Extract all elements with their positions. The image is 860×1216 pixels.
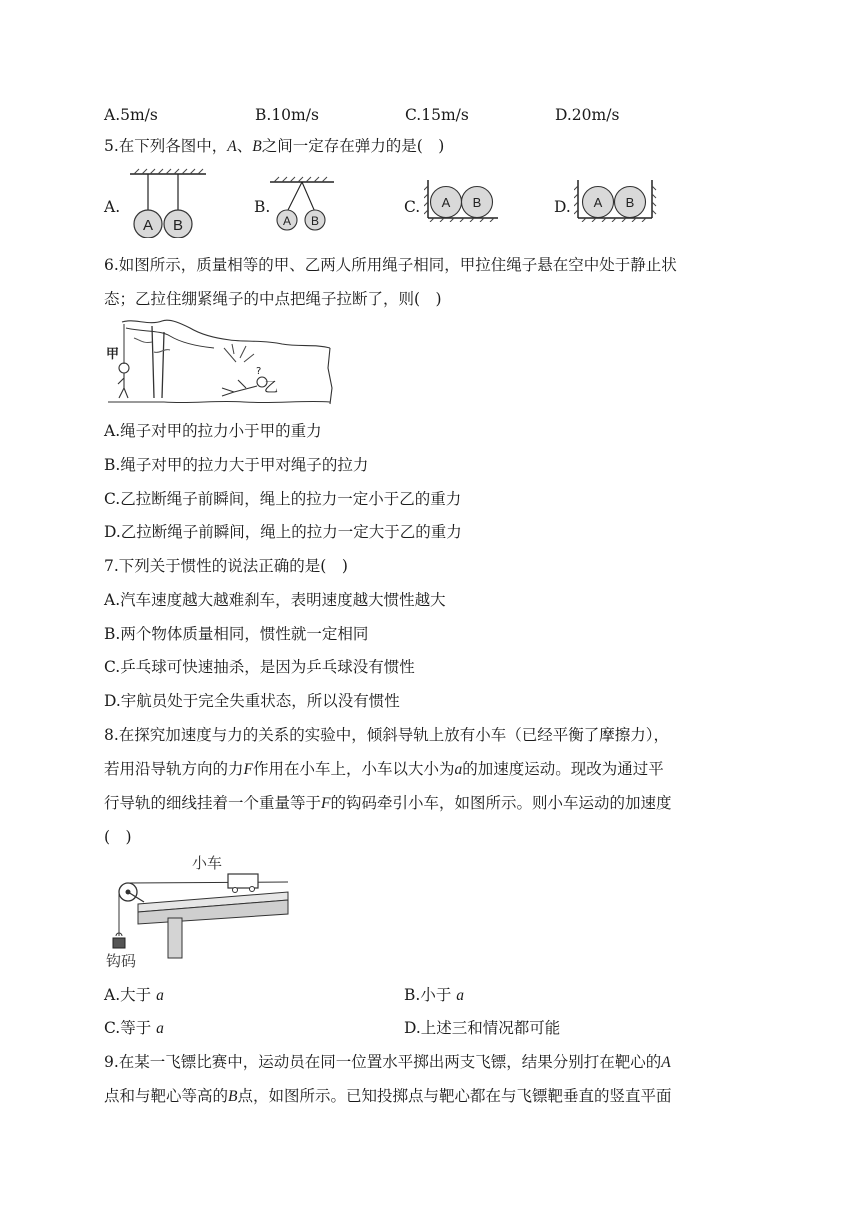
q5-b-ball-a-label: A: [282, 214, 292, 228]
q6-label-yi: 乙: [264, 380, 278, 396]
q6-stem-line1: 6.如图所示，质量相等的甲、乙两人所用绳子相同，甲拉住绳子悬在空中处于静止状: [104, 256, 677, 274]
q6-option-b: B.绳子对甲的拉力大于甲对绳子的拉力: [104, 456, 369, 474]
q6-stem-line2: 态；乙拉住绷紧绳子的中点把绳子拉断了，则( ): [104, 290, 442, 308]
q8-stem-line4: ( ): [104, 828, 132, 846]
q5-a-ball-a-label: A: [142, 217, 154, 234]
q5-figure-a: [128, 168, 208, 238]
q4-option-d: D.20m/s: [555, 106, 620, 124]
q5-d-ball-a-label: A: [593, 195, 603, 210]
q7-stem: 7.下列关于惯性的说法正确的是( ): [104, 557, 348, 575]
q9-stem-line1: 9.在某一飞镖比赛中，运动员在同一位置水平掷出两支飞镖，结果分别打在靶心的A: [104, 1053, 671, 1071]
q7-option-c: C.乒乓球可快速抽杀，是因为乒乓球没有惯性: [104, 658, 415, 676]
q5-label-c: C.: [404, 198, 421, 216]
q8-cart-label: 小车: [192, 854, 223, 872]
q6-figure: [104, 318, 336, 406]
q5-stem: 5.在下列各图中，A、B之间一定存在弹力的是( ): [104, 137, 445, 155]
q8-stem-line2: 若用沿导轨方向的力F作用在小车上，小车以大小为a的加速度运动。现改为通过平: [104, 760, 664, 778]
q7-option-a: A.汽车速度越大越难刹车，表明速度越大惯性越大: [104, 591, 446, 609]
q5-d-ball-b-label: B: [625, 195, 635, 210]
q8-option-b: B.小于 a: [404, 986, 464, 1004]
q5-figure-c: [424, 178, 500, 222]
q5-label-d: D.: [554, 198, 571, 216]
q5-label-b: B.: [254, 198, 271, 216]
q4-option-c: C.15m/s: [405, 106, 469, 124]
q6-option-d: D.乙拉断绳子前瞬间，绳上的拉力一定大于乙的重力: [104, 523, 462, 541]
q8-option-a: A.大于 a: [104, 986, 164, 1004]
q5-c-ball-a-label: A: [441, 195, 451, 210]
q9-stem-line2: 点和与靶心等高的B点，如图所示。已知投掷点与靶心都在与飞镖靶垂直的竖直平面: [104, 1087, 672, 1105]
q6-label-jia: 甲: [106, 347, 120, 362]
q8-figure: [104, 848, 290, 972]
q8-weight-label: 钩码: [106, 952, 137, 970]
q5-label-a: A.: [104, 198, 121, 216]
q5-b-ball-b-label: B: [310, 214, 320, 228]
q5-a-ball-b-label: B: [172, 217, 184, 234]
q7-option-d: D.宇航员处于完全失重状态，所以没有惯性: [104, 692, 400, 710]
q5-c-ball-b-label: B: [472, 195, 482, 210]
q4-option-b: B.10m/s: [255, 106, 319, 124]
q8-option-d: D.上述三和情况都可能: [404, 1019, 561, 1037]
q7-option-b: B.两个物体质量相同，惯性就一定相同: [104, 625, 369, 643]
q8-stem-line3: 行导轨的细线挂着一个重量等于F的钩码牵引小车，如图所示。则小车运动的加速度: [104, 794, 672, 812]
q5-figure-b: [268, 176, 338, 236]
q8-option-c: C.等于 a: [104, 1019, 164, 1037]
q5-figure-d: [574, 178, 658, 222]
q8-stem-line1: 8.在探究加速度与力的关系的实验中，倾斜导轨上放有小车（已经平衡了摩擦力），: [104, 726, 670, 744]
q6-option-c: C.乙拉断绳子前瞬间，绳上的拉力一定小于乙的重力: [104, 490, 462, 508]
q4-option-a: A.5m/s: [104, 106, 158, 124]
svg-text:?: ?: [256, 366, 262, 377]
q6-option-a: A.绳子对甲的拉力小于甲的重力: [104, 422, 322, 440]
